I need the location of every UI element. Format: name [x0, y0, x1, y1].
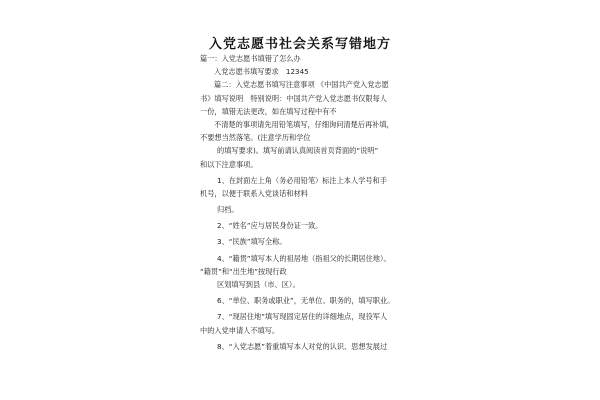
- paragraph-line: 和以下注意事项。: [200, 159, 258, 169]
- list-item-4: 4、“籍贯”填写本人的祖居地（指祖父的长期居住地）。: [217, 253, 391, 263]
- list-item-6: 6、“单位、职务或职业”，无单位、职务的，填写职业。: [217, 296, 395, 306]
- paragraph-line: 不要想当然落笔。(注意学历和学位: [200, 133, 311, 143]
- list-item-7: 7、“现居住地”填写现固定居住的详细地点，现役军人: [217, 312, 388, 322]
- list-item-3: 3、“民族”填写全称。: [217, 237, 287, 247]
- paragraph-line: 区划填写到县（市、区）。: [217, 280, 300, 289]
- paragraph-line: 归档。: [217, 205, 239, 215]
- paragraph-line: 一份，填错无法更改，如在填写过程中有不: [200, 106, 337, 116]
- paragraph-line: 机号，以便于联系入党谈话和材料: [200, 188, 308, 198]
- list-item-8: 8、“入党志愿”着重填写本人对党的认识、思想发展过: [217, 341, 388, 351]
- paragraph-line: “籍贯”和“出生地”按现行政: [200, 266, 287, 276]
- paragraph-line: 不清楚的事项请先用铅笔填写，仔细询问清楚后再补填，: [214, 119, 394, 129]
- paragraph-line: 书》填写说明 特别说明：中国共产党入党志愿书仅限每人: [200, 93, 387, 103]
- paragraph-line: 入党志愿书填写要求 12345: [214, 67, 309, 77]
- section-heading-2: 篇二：入党志愿书填写注意事项 《中国共产党入党志愿: [214, 80, 389, 90]
- section-heading-1: 篇一：入党志愿书填错了怎么办: [200, 54, 301, 63]
- document-body: [200, 52, 412, 353]
- paragraph-line: 的填写要求)。填写前请认真阅读首页背面的“说明”: [217, 146, 379, 156]
- list-item-1: 1、在封面左上角（务必用铅笔）标注上本人学号和手: [217, 175, 387, 185]
- document-title: 入党志愿书社会关系写错地方: [208, 37, 391, 52]
- paragraph-line: 中的入党申请人不填写。: [200, 325, 280, 335]
- list-item-2: 2、“姓名”应与居民身份证一致。: [217, 221, 323, 231]
